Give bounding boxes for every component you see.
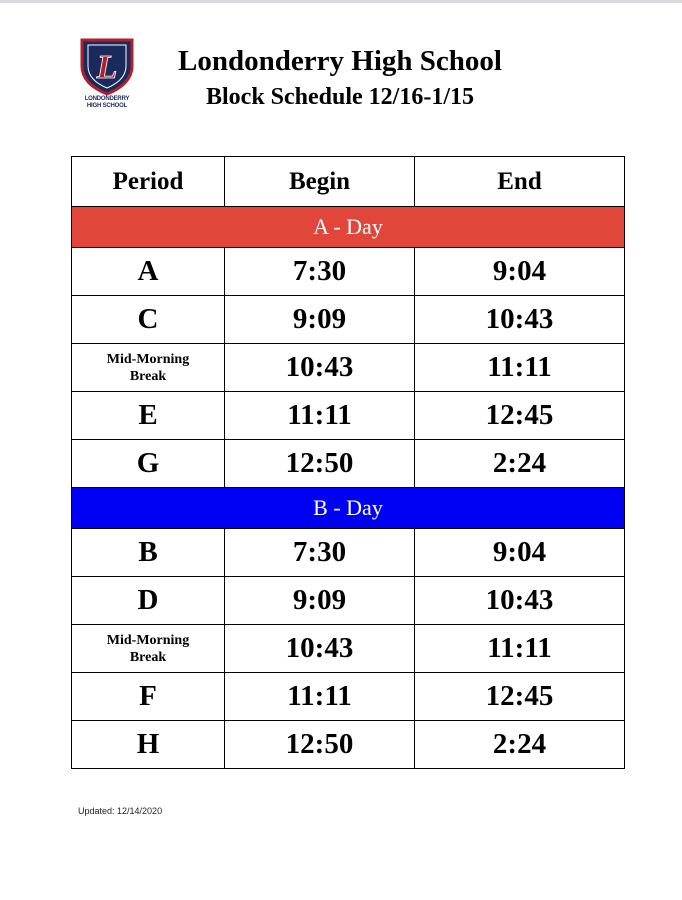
table-row — [72, 529, 625, 577]
end-cell: 9:04 — [415, 248, 625, 296]
table-header-row — [72, 157, 625, 207]
b-day-label: B - Day — [72, 488, 625, 529]
period-cell: D — [72, 577, 225, 625]
header-period: Period — [72, 157, 225, 207]
period-cell: F — [72, 673, 225, 721]
begin-cell: 11:11 — [225, 392, 415, 440]
begin-cell: 9:09 — [225, 296, 415, 344]
table-row — [72, 577, 625, 625]
begin-cell: 10:43 — [225, 344, 415, 392]
end-cell: 2:24 — [415, 440, 625, 488]
break-label-line1: Mid-Morning — [106, 351, 190, 367]
school-logo — [74, 36, 140, 112]
end-cell: 2:24 — [415, 721, 625, 769]
begin-cell: 7:30 — [225, 529, 415, 577]
begin-cell: 7:30 — [225, 248, 415, 296]
end-cell: 11:11 — [415, 344, 625, 392]
table-row — [72, 296, 625, 344]
period-cell: G — [72, 440, 225, 488]
begin-cell: 11:11 — [225, 673, 415, 721]
table-row — [72, 625, 625, 673]
header-end: End — [415, 157, 625, 207]
period-cell: A — [72, 248, 225, 296]
begin-cell: 9:09 — [225, 577, 415, 625]
end-cell: 12:45 — [415, 673, 625, 721]
shield-icon — [74, 36, 140, 96]
table-row — [72, 248, 625, 296]
table-row — [72, 392, 625, 440]
page-subtitle: Block Schedule 12/16-1/15 — [205, 84, 475, 110]
b-day-banner — [72, 488, 625, 529]
end-cell: 12:45 — [415, 392, 625, 440]
logo-letter: L — [96, 49, 118, 86]
logo-wordmark — [74, 96, 140, 109]
period-cell: C — [72, 296, 225, 344]
end-cell: 11:11 — [415, 625, 625, 673]
table-row — [72, 721, 625, 769]
period-cell: H — [72, 721, 225, 769]
top-border — [0, 0, 682, 3]
table-row — [72, 673, 625, 721]
break-label-line1: Mid-Morning — [106, 632, 190, 648]
break-label-line2: Break — [129, 368, 167, 384]
period-cell-break — [72, 344, 225, 392]
end-cell: 10:43 — [415, 296, 625, 344]
table-row — [72, 344, 625, 392]
end-cell: 10:43 — [415, 577, 625, 625]
begin-cell: 10:43 — [225, 625, 415, 673]
a-day-label: A - Day — [72, 207, 625, 248]
period-cell-break — [72, 625, 225, 673]
logo-text-line2: HIGH SCHOOL — [86, 102, 128, 109]
page-title: Londonderry High School — [178, 45, 502, 77]
header-begin: Begin — [225, 157, 415, 207]
begin-cell: 12:50 — [225, 721, 415, 769]
period-cell: E — [72, 392, 225, 440]
updated-date: Updated: 12/14/2020 — [78, 806, 163, 816]
table-row — [72, 440, 625, 488]
logo-text-line1: LONDONDERRY — [84, 96, 130, 102]
break-label-line2: Break — [129, 649, 167, 665]
schedule-table — [71, 156, 625, 769]
a-day-banner — [72, 207, 625, 248]
end-cell: 9:04 — [415, 529, 625, 577]
period-cell: B — [72, 529, 225, 577]
begin-cell: 12:50 — [225, 440, 415, 488]
